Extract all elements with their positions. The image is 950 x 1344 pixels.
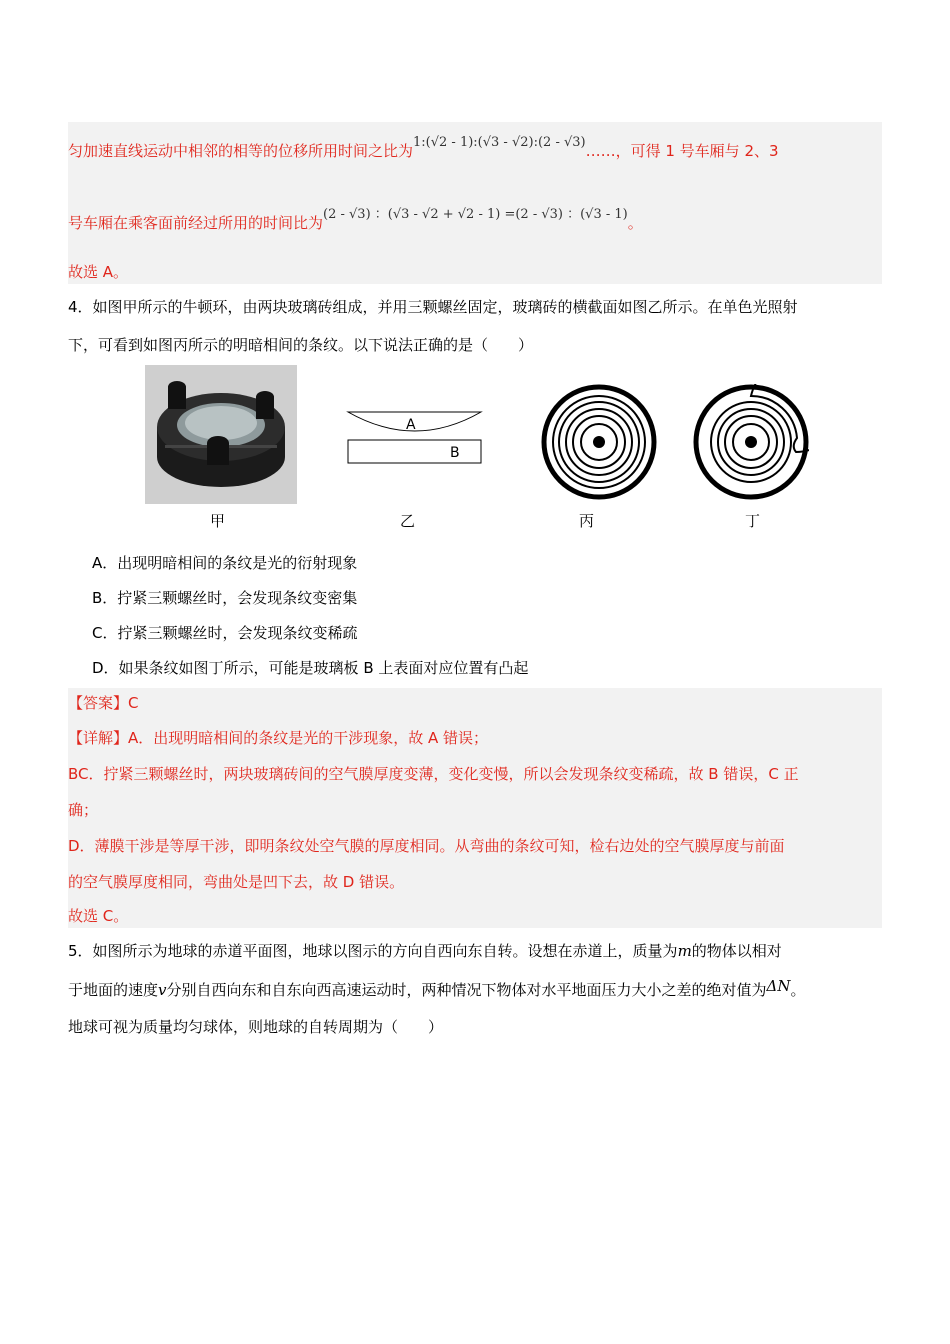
figure-bing-fringes bbox=[541, 384, 657, 500]
q4-option-d: D．如果条纹如图丁所示，可能是玻璃板 B 上表面对应位置有凸起 bbox=[92, 659, 529, 677]
q4-choice: 故选 C。 bbox=[68, 907, 129, 925]
answer-block-q4 bbox=[68, 688, 882, 928]
caption-ding: 丁 bbox=[745, 512, 761, 530]
q4-option-a: A．出现明暗相间的条纹是光的衍射现象 bbox=[92, 554, 358, 572]
caption-bing: 丙 bbox=[579, 512, 595, 530]
q4-detail-5: 的空气膜厚度相同，弯曲处是凹下去，故 D 错误。 bbox=[68, 873, 405, 891]
q4-detail-3: 确； bbox=[68, 801, 99, 819]
q4-detail-1: 【详解】A．出现明暗相间的条纹是光的干涉现象，故 A 错误； bbox=[68, 729, 489, 747]
label-b: B bbox=[450, 445, 460, 461]
q3-explanation-line-1: 匀加速直线运动中相邻的相等的位移所用时间之比为1:(√2 - 1):(√3 - √2):(2 - √3)……，可得 1 号车厢与 2、3 bbox=[68, 135, 779, 160]
q4-answer: 【答案】C bbox=[68, 694, 139, 712]
q5-stem-line-1: 5．如图所示为地球的赤道平面图，地球以图示的方向自西向东自转。设想在赤道上，质量为m的物体以相对 bbox=[68, 942, 782, 960]
label-a: A bbox=[406, 417, 416, 433]
q3-choice: 故选 A。 bbox=[68, 263, 129, 281]
q4-stem-line-1: 4．如图甲所示的牛顿环，由两块玻璃砖组成，并用三颗螺丝固定，玻璃砖的横截面如图乙所示。在单色光照射 bbox=[68, 298, 798, 316]
caption-jia: 甲 bbox=[210, 512, 226, 530]
q3-time-ratio-formula: (2 - √3) ：(√3 - √2 + √2 - 1) =(2 - √3) ：(√3 - 1) bbox=[323, 207, 628, 222]
q4-detail-2: BC．拧紧三颗螺丝时，两块玻璃砖间的空气膜厚度变薄，变化变慢，所以会发现条纹变稀疏，故 B 错误，C 正 bbox=[68, 765, 799, 783]
q5-stem-line-2: 于地面的速度v分别自西向东和自东向西高速运动时，两种情况下物体对水平地面压力大小之差的绝对值为ΔN。 bbox=[68, 977, 806, 999]
q4-stem-line-2: 下，可看到如图丙所示的明暗相间的条纹。以下说法正确的是（ ） bbox=[68, 336, 534, 354]
q4-option-b: B．拧紧三颗螺丝时，会发现条纹变密集 bbox=[92, 589, 358, 607]
q5-stem-line-3: 地球可视为质量均匀球体，则地球的自转周期为（ ） bbox=[68, 1018, 444, 1036]
q3-ratio-formula: 1:(√2 - 1):(√3 - √2):(2 - √3) bbox=[413, 135, 586, 150]
q4-option-c: C．拧紧三颗螺丝时，会发现条纹变稀疏 bbox=[92, 624, 358, 642]
figure-yi-cross-section bbox=[345, 408, 485, 466]
q4-detail-4: D．薄膜干涉是等厚干涉，即明条纹处空气膜的厚度相同。从弯曲的条纹可知，检右边处的空气膜厚度与前面 bbox=[68, 837, 785, 855]
q3-explanation-line-2: 号车厢在乘客面前经过所用的时间比为(2 - √3) ：(√3 - √2 + √2 - 1) =(2 - √3) ：(√3 - 1)。 bbox=[68, 207, 643, 232]
figure-jia-photo bbox=[145, 365, 297, 504]
caption-yi: 乙 bbox=[400, 512, 416, 530]
figure-ding-fringes bbox=[693, 384, 809, 500]
